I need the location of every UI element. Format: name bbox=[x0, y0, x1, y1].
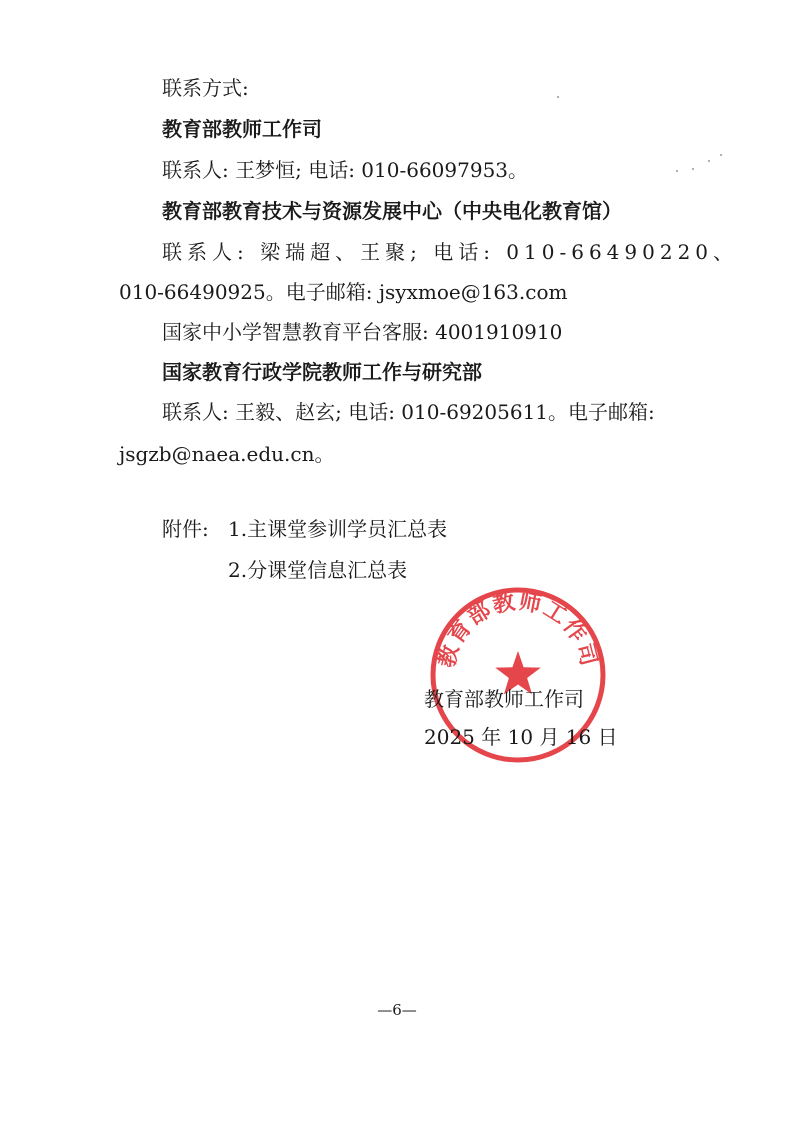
org-naea-name: 国家教育行政学院教师工作与研究部 bbox=[162, 360, 482, 384]
scan-speck bbox=[692, 168, 694, 170]
issue-date: 2025 年 10 月 16 日 bbox=[424, 725, 618, 749]
issuer-signature: 教育部教师工作司 bbox=[424, 687, 584, 711]
contact-heading: 联系方式: bbox=[162, 76, 249, 100]
org-tech-center-name: 教育部教育技术与资源发展中心（中央电化教育馆） bbox=[162, 199, 622, 223]
org-naea-email: jsgzb@naea.edu.cn。 bbox=[119, 442, 335, 466]
seal-arc-text: 教育部教师工作司 bbox=[433, 588, 603, 671]
org-tech-center-contact-cont: 010-66490925。电子邮箱: jsyxmoe@163.com bbox=[119, 280, 568, 304]
org-naea-contact: 联系人: 王毅、赵玄; 电话: 010-69205611。电子邮箱: bbox=[162, 400, 655, 424]
org-teacher-dept-name: 教育部教师工作司 bbox=[162, 117, 322, 141]
scan-speck bbox=[708, 160, 710, 162]
scan-speck bbox=[676, 170, 678, 172]
scan-speck bbox=[557, 96, 559, 98]
org-tech-center-contact: 联系人: 梁瑞超、王聚; 电话: 010-66490220、 bbox=[162, 240, 739, 264]
attachment-item: 1.主课堂参训学员汇总表 bbox=[228, 517, 448, 541]
scan-speck bbox=[720, 154, 722, 156]
page-number: —6— bbox=[377, 1001, 417, 1019]
attachments-label: 附件: bbox=[162, 517, 209, 541]
attachment-item: 2.分课堂信息汇总表 bbox=[228, 558, 408, 582]
platform-service-line: 国家中小学智慧教育平台客服: 4001910910 bbox=[162, 320, 563, 344]
org-teacher-dept-contact: 联系人: 王梦恒; 电话: 010-66097953。 bbox=[162, 158, 529, 182]
